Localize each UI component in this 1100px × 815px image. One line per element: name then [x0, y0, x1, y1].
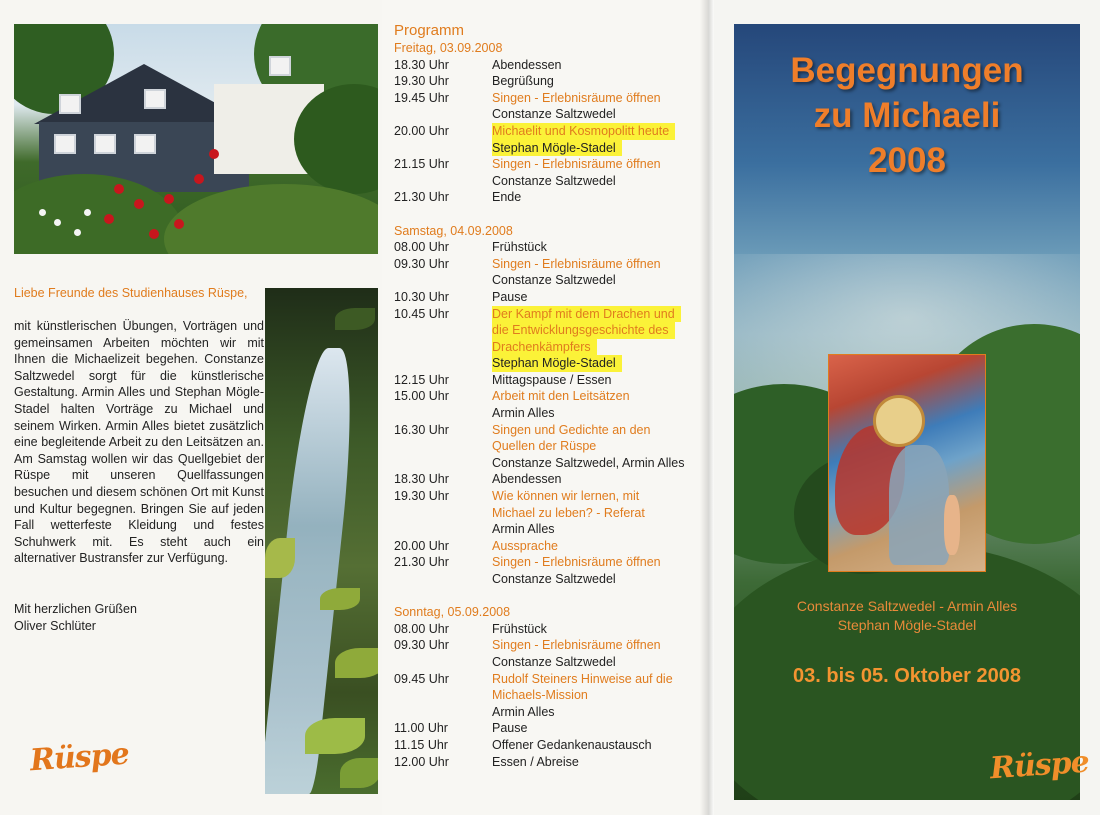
schedule-row — [394, 289, 704, 306]
schedule-detail: Essen / Abreise — [492, 754, 579, 769]
cover-title-line: Begegnungen — [790, 51, 1024, 90]
authors-line: Constanze Saltzwedel - Armin Alles — [796, 598, 1018, 614]
schedule-row — [394, 704, 704, 721]
schedule-event: Singen - Erlebnisräume öffnen — [492, 555, 661, 570]
schedule-detail: Armin Alles — [492, 522, 555, 537]
schedule-event: Aussprache — [492, 538, 559, 553]
schedule-event: Singen - Erlebnisräume öffnen — [492, 90, 661, 105]
closing — [14, 601, 254, 634]
cover-authors — [734, 597, 1080, 635]
schedule-time: 21.30 Uhr — [394, 190, 449, 205]
schedule-event: Singen - Erlebnisräume öffnen — [492, 256, 661, 271]
schedule-time: 19.30 Uhr — [394, 74, 449, 89]
schedule-row — [394, 73, 704, 90]
schedule-time: 19.30 Uhr — [394, 489, 449, 504]
schedule-time — [394, 173, 492, 190]
program-list — [394, 40, 704, 770]
schedule-time — [394, 272, 492, 289]
schedule-row — [394, 737, 704, 754]
schedule-time: 21.15 Uhr — [394, 157, 449, 172]
schedule-row — [394, 488, 704, 505]
ruespe-logo: Rüspe — [988, 744, 1090, 787]
schedule-row — [394, 306, 704, 323]
schedule-row — [394, 339, 704, 356]
schedule-event: Michael zu leben? - Referat — [492, 505, 645, 520]
day-gap — [394, 206, 704, 223]
schedule-row — [394, 521, 704, 538]
schedule-event: Michaelit und Kosmopolitt heute — [492, 123, 675, 140]
schedule-detail: Constanze Saltzwedel, Armin Alles — [492, 455, 685, 470]
schedule-time — [394, 106, 492, 123]
schedule-time: 18.30 Uhr — [394, 57, 449, 72]
schedule-time — [394, 322, 492, 339]
schedule-time — [394, 455, 492, 472]
house-photo — [14, 24, 378, 254]
schedule-event: die Entwicklungsgeschichte des — [492, 322, 675, 339]
schedule-time — [394, 438, 492, 455]
authors-line: Stephan Mögle-Stadel — [837, 617, 977, 633]
ruespe-logo: Rüspe — [28, 736, 130, 779]
schedule-time: 08.00 Uhr — [394, 240, 449, 255]
schedule-event: Rudolf Steiners Hinweise auf die — [492, 671, 673, 686]
schedule-detail: Frühstück — [492, 621, 547, 636]
schedule-row — [394, 140, 704, 157]
schedule-row — [394, 438, 704, 455]
schedule-time: 09.30 Uhr — [394, 256, 449, 271]
schedule-row — [394, 256, 704, 273]
schedule-row — [394, 123, 704, 140]
schedule-row — [394, 621, 704, 638]
schedule-detail: Constanze Saltzwedel — [492, 273, 616, 288]
schedule-event: Drachenkämpfers — [492, 339, 597, 356]
cover-dates: 03. bis 05. Oktober 2008 — [793, 665, 1021, 687]
day-heading: Sonntag, 05.09.2008 — [394, 605, 511, 620]
schedule-detail: Constanze Saltzwedel — [492, 572, 616, 586]
schedule-detail: Armin Alles — [492, 406, 555, 421]
cover-title-year: 2008 — [868, 141, 946, 180]
schedule-event: Singen und Gedichte an den — [492, 422, 651, 437]
day-gap — [394, 588, 704, 605]
schedule-row — [394, 106, 704, 123]
schedule-event: Wie können wir lernen, mit — [492, 489, 640, 504]
schedule-time — [394, 521, 492, 538]
schedule-time: 19.45 Uhr — [394, 90, 449, 105]
cover-title-line: zu Michaeli — [813, 96, 1001, 135]
schedule-event: Michaels-Mission — [492, 688, 588, 703]
schedule-event: Singen - Erlebnisräume öffnen — [492, 157, 661, 172]
schedule-detail: Armin Alles — [492, 704, 555, 719]
schedule-row — [394, 388, 704, 405]
schedule-time: 12.15 Uhr — [394, 372, 449, 387]
schedule-time — [394, 339, 492, 356]
schedule-time — [394, 505, 492, 522]
schedule-detail: Constanze Saltzwedel — [492, 654, 616, 669]
schedule-row — [394, 471, 704, 488]
day-heading: Samstag, 04.09.2008 — [394, 223, 513, 238]
schedule-detail: Stephan Mögle-Stadel — [492, 355, 622, 372]
schedule-time: 20.00 Uhr — [394, 123, 449, 138]
cover-title — [734, 48, 1080, 183]
schedule-row — [394, 90, 704, 107]
water-photo — [265, 288, 378, 794]
schedule-time: 12.00 Uhr — [394, 754, 449, 769]
schedule-row — [394, 173, 704, 190]
schedule-row — [394, 671, 704, 688]
schedule-time — [394, 571, 492, 588]
program-title: Programm — [394, 22, 465, 39]
schedule-time: 20.00 Uhr — [394, 538, 449, 553]
day-heading: Freitag, 03.09.2008 — [394, 41, 503, 55]
schedule-event: Quellen der Rüspe — [492, 439, 597, 454]
schedule-time: 10.45 Uhr — [394, 306, 449, 321]
schedule-time — [394, 654, 492, 671]
schedule-time: 16.30 Uhr — [394, 422, 449, 437]
letter-body: mit künstlerischen Übungen, Vorträgen und gemeinsamen Arbeiten möchten wir mit Ihnen die Michaelizeit begehen. Constanze Saltzwedel sorgt für die künstlerische Gestaltung. Armin Alles und Stephan Mögle-Stadel halten Vorträge zu Michael und seinem Wirken. Armin Alles bietet zusätzlich eine begleitende Arbeit zu den Leitsätzen an. Am Samstag wollen wir das Quellgebiet der Rüspe mit unseren Quellfassungen besuchen und diesem schönen Ort mit Kunst und Kultur begegnen. Bringen Sie auf jeden Fall wetterfeste Kleidung und festes Schuhwerk mit. Es steht auch ein alternativer Bustransfer zur Verfügung. — [14, 319, 264, 566]
schedule-time: 10.30 Uhr — [394, 289, 449, 304]
schedule-detail: Begrüßung — [492, 74, 554, 89]
schedule-time — [394, 704, 492, 721]
schedule-row — [394, 355, 704, 372]
schedule-time: 11.00 Uhr — [394, 721, 448, 736]
schedule-detail: Constanze Saltzwedel — [492, 107, 616, 122]
greeting: Liebe Freunde des Studienhauses Rüspe, — [14, 286, 248, 300]
schedule-row — [394, 654, 704, 671]
schedule-time — [394, 687, 492, 704]
schedule-row — [394, 505, 704, 522]
schedule-row — [394, 554, 704, 571]
schedule-row — [394, 272, 704, 289]
schedule-detail: Abendessen — [492, 472, 562, 487]
schedule-detail: Ende — [492, 190, 522, 205]
schedule-row — [394, 637, 704, 654]
schedule-time: 21.30 Uhr — [394, 555, 449, 570]
schedule-row — [394, 372, 704, 389]
schedule-detail: Mittagspause / Essen — [492, 372, 612, 387]
closing-line: Mit herzlichen Grüßen — [14, 602, 137, 616]
schedule-detail: Stephan Mögle-Stadel — [492, 140, 622, 157]
schedule-time: 09.45 Uhr — [394, 671, 449, 686]
schedule-time: 11.15 Uhr — [394, 737, 448, 752]
schedule-event: Arbeit mit den Leitsätzen — [492, 389, 630, 404]
schedule-row — [394, 57, 704, 74]
schedule-time: 09.30 Uhr — [394, 638, 449, 653]
schedule-row — [394, 189, 704, 206]
schedule-event: Der Kampf mit dem Drachen und — [492, 306, 681, 323]
schedule-row — [394, 156, 704, 173]
schedule-detail: Constanze Saltzwedel — [492, 173, 616, 188]
schedule-row — [394, 687, 704, 704]
schedule-time — [394, 355, 492, 372]
schedule-detail: Pause — [492, 721, 528, 736]
signature-name: Oliver Schlüter — [14, 618, 96, 633]
schedule-time — [394, 405, 492, 422]
schedule-detail: Pause — [492, 289, 528, 304]
schedule-row — [394, 322, 704, 339]
schedule-row — [394, 422, 704, 439]
schedule-time — [394, 140, 492, 157]
schedule-row — [394, 720, 704, 737]
schedule-detail: Offener Gedankenaustausch — [492, 737, 652, 752]
schedule-event: Singen - Erlebnisräume öffnen — [492, 638, 661, 653]
schedule-row — [394, 455, 704, 472]
schedule-row — [394, 405, 704, 422]
schedule-detail: Abendessen — [492, 57, 562, 72]
schedule-time: 15.00 Uhr — [394, 389, 449, 404]
archangel-fresco — [828, 354, 986, 572]
schedule-time: 08.00 Uhr — [394, 621, 449, 636]
schedule-row — [394, 239, 704, 256]
schedule-detail: Frühstück — [492, 240, 547, 255]
schedule-row — [394, 571, 704, 588]
schedule-time: 18.30 Uhr — [394, 472, 449, 487]
schedule-row — [394, 538, 704, 555]
schedule-row — [394, 754, 704, 771]
